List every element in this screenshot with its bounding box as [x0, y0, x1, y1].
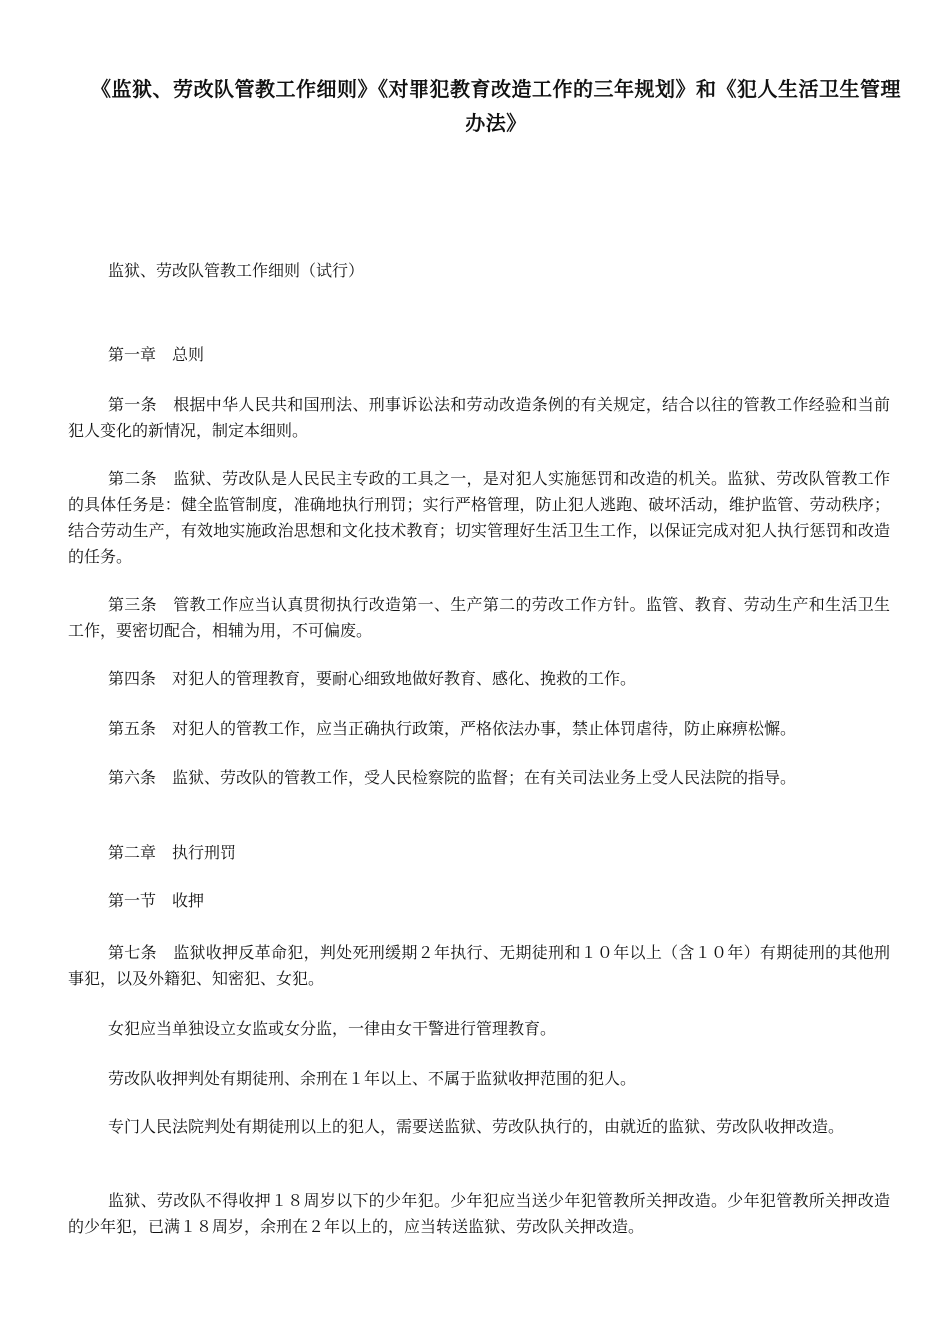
article-1: 第一条 根据中华人民共和国刑法、刑事诉讼法和劳动改造条例的有关规定，结合以往的管教工作经验和当前犯人变化的新情况，制定本细则。 [68, 395, 890, 440]
paragraph-female-prisoners: 女犯应当单独设立女监或女分监，一律由女干警进行管理教育。 [108, 1019, 557, 1038]
article-2: 第二条 监狱、劳改队是人民民主专政的工具之一，是对犯人实施惩罚和改造的机关。监狱、劳改队管教工作的具体任务是：健全监管制度，准确地执行刑罚；实行严格管理，防止犯人逃跑、破坏活动，维护监管、劳动秩序；结合劳动生产，有效地实施政治思想和文化技术教育；切实管理好生活卫生工作，以保证完成对犯人执行惩罚和改造的任务。 [68, 469, 890, 566]
paragraph-labor-camp: 劳改队收押判处有期徒刑、余刑在１年以上、不属于监狱收押范围的犯人。 [108, 1069, 637, 1088]
chapter-heading-1: 第一章 总则 [108, 345, 205, 364]
paragraph-special-court: 专门人民法院判处有期徒刑以上的犯人，需要送监狱、劳改队执行的，由就近的监狱、劳改队收押改造。 [108, 1117, 845, 1136]
chapter-heading-2: 第二章 执行刑罚 [108, 843, 237, 862]
article-4: 第四条 对犯人的管理教育，要耐心细致地做好教育、感化、挽救的工作。 [108, 669, 637, 688]
paragraph-juvenile: 监狱、劳改队不得收押１８周岁以下的少年犯。少年犯应当送少年犯管教所关押改造。少年犯管教所关押改造的少年犯，已满１８周岁，余刑在２年以上的，应当转送监狱、劳改队关押改造。 [68, 1191, 890, 1236]
document-subtitle: 监狱、劳改队管教工作细则（试行） [108, 261, 365, 280]
section-heading-1: 第一节 收押 [108, 891, 205, 910]
article-7: 第七条 监狱收押反革命犯，判处死刑缓期２年执行、无期徒刑和１０年以上（含１０年）有期徒刑的其他刑事犯，以及外籍犯、知密犯、女犯。 [68, 943, 890, 988]
article-5: 第五条 对犯人的管教工作，应当正确执行政策，严格依法办事，禁止体罚虐待，防止麻痹松懈。 [108, 719, 797, 738]
article-3: 第三条 管教工作应当认真贯彻执行改造第一、生产第二的劳改工作方针。监管、教育、劳动生产和生活卫生工作，要密切配合，相辅为用，不可偏废。 [68, 595, 890, 640]
article-6: 第六条 监狱、劳改队的管教工作，受人民检察院的监督；在有关司法业务上受人民法院的指导。 [108, 768, 797, 787]
document-title: 《监狱、劳改队管教工作细则》《对罪犯教育改造工作的三年规划》和《犯人生活卫生管理办法》 [91, 77, 901, 135]
